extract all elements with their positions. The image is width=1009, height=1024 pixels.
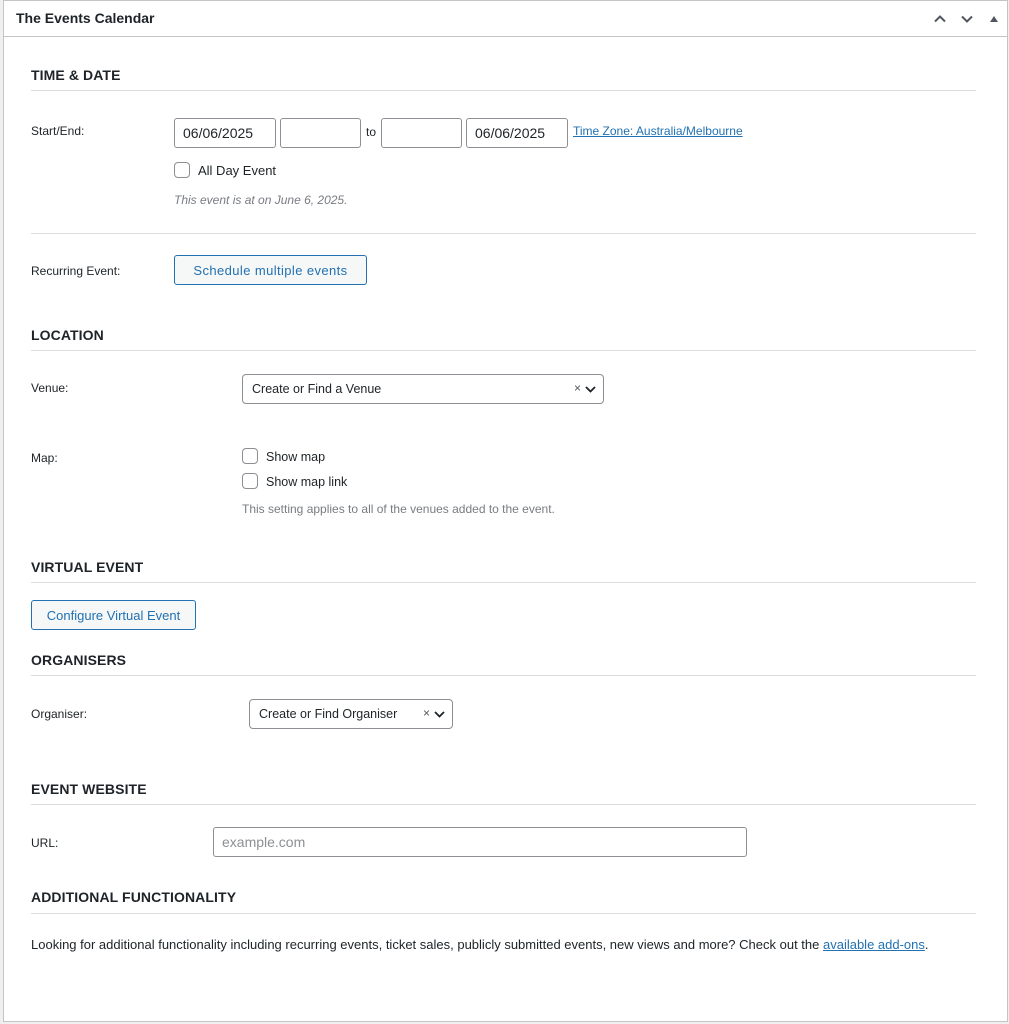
url-label: URL: <box>31 836 59 850</box>
section-title-additional-functionality: ADDITIONAL FUNCTIONALITY <box>31 889 237 905</box>
end-time-input[interactable] <box>381 118 462 148</box>
chevron-down-icon <box>433 708 446 726</box>
section-title-event-website: EVENT WEBSITE <box>31 781 147 797</box>
venue-select[interactable] <box>242 374 604 404</box>
divider <box>31 913 976 914</box>
divider <box>31 233 976 234</box>
available-addons-link[interactable]: available add-ons <box>822 937 925 952</box>
show-map-checkbox[interactable] <box>242 448 258 464</box>
additional-text-after: . <box>924 937 929 952</box>
venue-select-value: Create or Find a Venue <box>252 382 382 396</box>
end-date-input[interactable] <box>466 118 568 148</box>
venue-label: Venue: <box>31 381 69 395</box>
divider <box>31 804 976 805</box>
schedule-multiple-events-button[interactable]: Schedule multiple events <box>174 255 367 285</box>
show-map-link-label: Show map link <box>266 475 348 489</box>
start-date-input[interactable] <box>174 118 276 148</box>
section-title-organisers: ORGANISERS <box>31 652 127 668</box>
organiser-select[interactable] <box>249 699 453 729</box>
recurring-event-label: Recurring Event: <box>31 264 121 278</box>
map-label: Map: <box>31 451 58 465</box>
all-day-checkbox[interactable] <box>174 162 190 178</box>
clear-icon[interactable]: × <box>423 706 431 720</box>
to-label: to <box>366 125 377 139</box>
map-setting-help: This setting applies to all of the venues added to the event. <box>242 502 555 516</box>
configure-virtual-event-button[interactable]: Configure Virtual Event <box>31 600 196 630</box>
move-down-icon[interactable] <box>957 9 977 29</box>
divider <box>31 582 976 583</box>
section-title-virtual-event: VIRTUAL EVENT <box>31 559 144 575</box>
divider <box>31 90 976 91</box>
section-title-time-date: TIME & DATE <box>31 67 121 83</box>
metabox-title: The Events Calendar <box>16 10 155 26</box>
metabox-header <box>4 1 1007 37</box>
event-date-summary: This event is at on June 6, 2025. <box>174 193 348 207</box>
clear-icon[interactable]: × <box>574 381 582 395</box>
toggle-panel-icon[interactable] <box>984 9 1004 29</box>
timezone-link[interactable]: Time Zone: Australia/Melbourne <box>573 124 743 138</box>
start-time-input[interactable] <box>280 118 361 148</box>
additional-text-before: Looking for additional functionality including recurring events, ticket sales, publicly submitted events, new views and more? Check out the <box>31 937 823 952</box>
start-end-label: Start/End: <box>31 124 85 138</box>
events-calendar-metabox <box>3 0 1008 1022</box>
divider <box>31 675 976 676</box>
move-up-icon[interactable] <box>930 9 950 29</box>
organiser-label: Organiser: <box>31 707 88 721</box>
show-map-label: Show map <box>266 450 326 464</box>
organiser-select-value: Create or Find Organiser <box>259 707 398 721</box>
divider <box>31 350 976 351</box>
all-day-label: All Day Event <box>198 163 277 178</box>
show-map-link-checkbox[interactable] <box>242 473 258 489</box>
url-input[interactable] <box>213 827 747 857</box>
additional-functionality-text <box>31 934 976 956</box>
section-title-location: LOCATION <box>31 327 104 343</box>
chevron-down-icon <box>584 383 597 401</box>
